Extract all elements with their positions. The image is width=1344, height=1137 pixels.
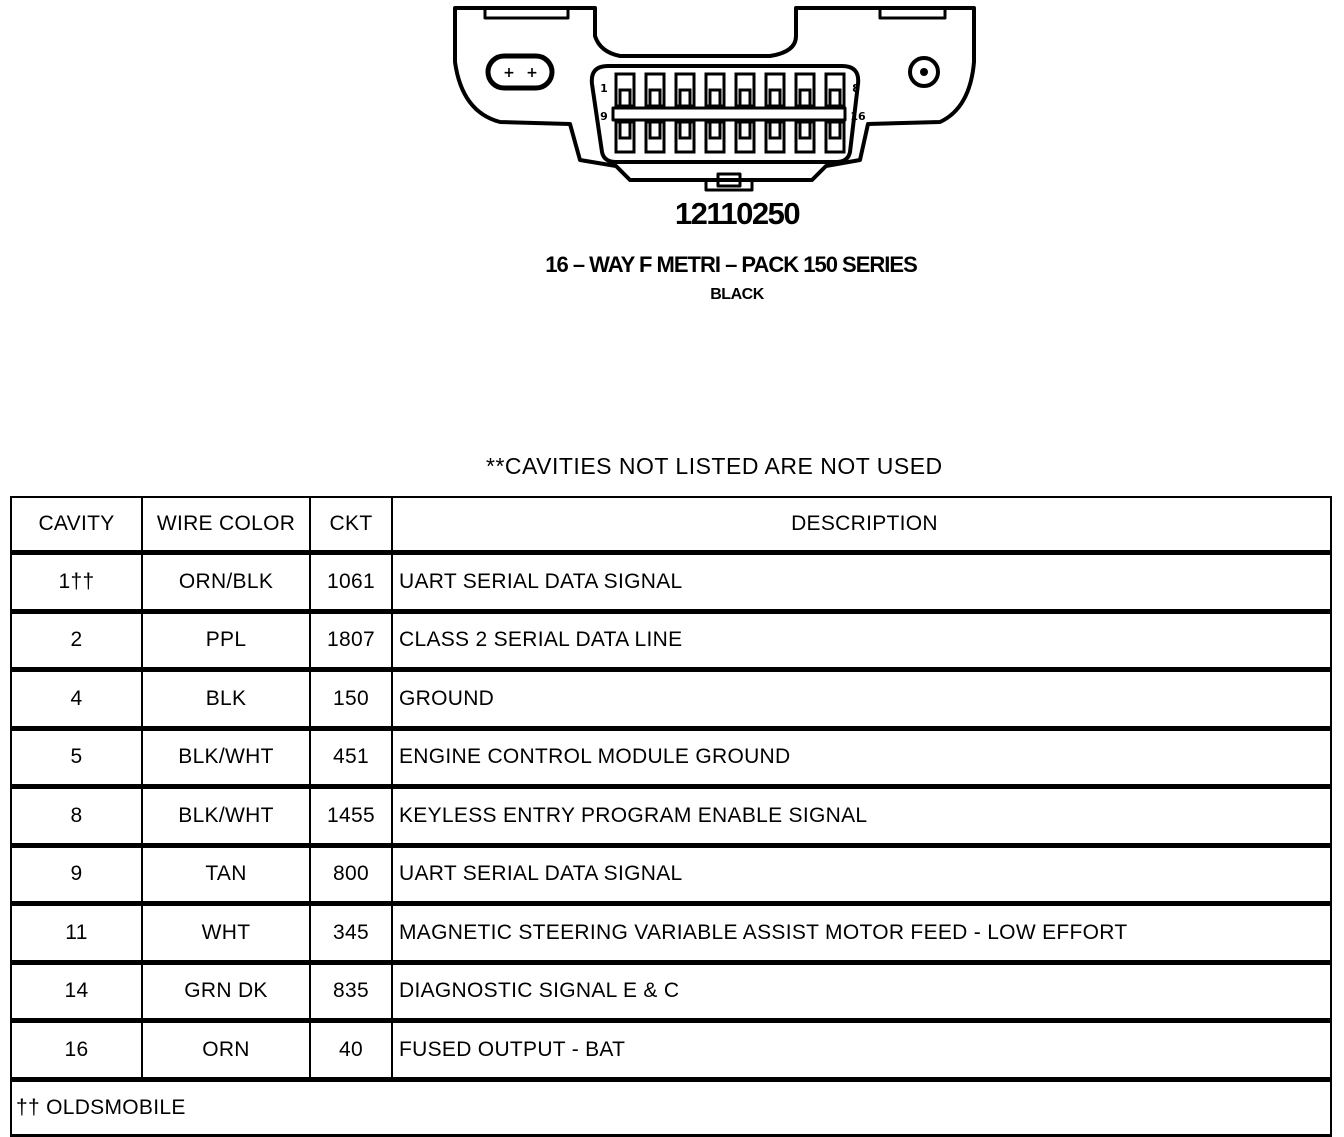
cell-ckt: 345 <box>310 904 392 963</box>
obd-connector-diagram <box>440 0 980 195</box>
cell-wire-color: BLK <box>142 670 310 729</box>
pin-terminal-12 <box>710 122 720 138</box>
table-footnote-row <box>11 1079 1331 1135</box>
pin-label-8: 8 <box>852 82 860 95</box>
cell-wire-color: WHT <box>142 904 310 963</box>
cell-cavity: 2 <box>11 611 142 670</box>
svg-text:+: + <box>526 65 538 81</box>
pin-terminal-15 <box>800 122 810 138</box>
pin-terminal-8 <box>830 90 840 106</box>
table-row <box>11 787 1331 846</box>
pin-terminal-7 <box>800 90 810 106</box>
pin-terminal-5 <box>740 90 750 106</box>
pin-terminal-13 <box>740 122 750 138</box>
header-wire-color: WIRE COLOR <box>142 497 310 553</box>
cell-cavity: 5 <box>11 728 142 787</box>
header-cavity: CAVITY <box>11 497 142 553</box>
pin-terminal-10 <box>650 122 660 138</box>
cell-cavity: 8 <box>11 787 142 846</box>
cell-ckt: 40 <box>310 1021 392 1080</box>
table-row <box>11 962 1331 1021</box>
pin-terminal-3 <box>680 90 690 106</box>
cell-cavity: 4 <box>11 670 142 729</box>
table-row <box>11 728 1331 787</box>
cell-description: UART SERIAL DATA SIGNAL <box>392 553 1331 612</box>
pin-label-1: 1 <box>600 82 608 95</box>
cavities-note: **CAVITIES NOT LISTED ARE NOT USED <box>486 453 943 479</box>
pin-terminal-14 <box>770 122 780 138</box>
top-pin-row <box>616 74 844 106</box>
pin-label-9: 9 <box>600 110 608 123</box>
cell-wire-color: GRN DK <box>142 962 310 1021</box>
connector-housing-outline <box>455 8 974 180</box>
cell-cavity: 1†† <box>11 553 142 612</box>
cell-description: ENGINE CONTROL MODULE GROUND <box>392 728 1331 787</box>
cell-cavity: 16 <box>11 1021 142 1080</box>
cell-cavity: 9 <box>11 845 142 904</box>
pin-terminal-16 <box>830 122 840 138</box>
table-row <box>11 670 1331 729</box>
footnote: †† OLDSMOBILE <box>11 1079 1331 1135</box>
table-header-row <box>11 497 1331 553</box>
cell-ckt: 1455 <box>310 787 392 846</box>
pin-terminal-4 <box>710 90 720 106</box>
table-row <box>11 845 1331 904</box>
cell-ckt: 451 <box>310 728 392 787</box>
cell-wire-color: ORN/BLK <box>142 553 310 612</box>
left-mounting-slot <box>488 56 552 88</box>
bottom-pin-row <box>616 122 844 152</box>
pin-label-16: 16 <box>850 110 866 123</box>
part-number: 12110250 <box>674 196 800 231</box>
cell-ckt: 800 <box>310 845 392 904</box>
svg-text:+: + <box>503 65 515 81</box>
header-ckt: CKT <box>310 497 392 553</box>
cell-description: GROUND <box>392 670 1331 729</box>
cell-cavity: 14 <box>11 962 142 1021</box>
cell-description: CLASS 2 SERIAL DATA LINE <box>392 611 1331 670</box>
cell-description: FUSED OUTPUT - BAT <box>392 1021 1331 1080</box>
cell-cavity: 11 <box>11 904 142 963</box>
table-row <box>11 904 1331 963</box>
cell-description: DIAGNOSTIC SIGNAL E & C <box>392 962 1331 1021</box>
cell-description: UART SERIAL DATA SIGNAL <box>392 845 1331 904</box>
cell-ckt: 835 <box>310 962 392 1021</box>
table-row <box>11 1021 1331 1080</box>
cell-ckt: 1061 <box>310 553 392 612</box>
cell-description: MAGNETIC STEERING VARIABLE ASSIST MOTOR FEED - LOW EFFORT <box>392 904 1331 963</box>
header-description: DESCRIPTION <box>392 497 1331 553</box>
table-row <box>11 611 1331 670</box>
cell-ckt: 1807 <box>310 611 392 670</box>
cell-description: KEYLESS ENTRY PROGRAM ENABLE SIGNAL <box>392 787 1331 846</box>
pin-terminal-1 <box>620 90 630 106</box>
pin-terminal-9 <box>620 122 630 138</box>
cell-ckt: 150 <box>310 670 392 729</box>
connector-description: 16 – WAY F METRI – PACK 150 SERIES <box>545 252 917 277</box>
connector-color: BLACK <box>710 286 764 303</box>
cell-wire-color: BLK/WHT <box>142 728 310 787</box>
pinout-table <box>10 496 1332 1137</box>
table-row <box>11 553 1331 612</box>
right-mounting-hole <box>910 58 938 86</box>
cell-wire-color: BLK/WHT <box>142 787 310 846</box>
cell-wire-color: PPL <box>142 611 310 670</box>
cell-wire-color: TAN <box>142 845 310 904</box>
pin-terminal-6 <box>770 90 780 106</box>
pin-terminal-2 <box>650 90 660 106</box>
cell-wire-color: ORN <box>142 1021 310 1080</box>
pin-terminal-11 <box>680 122 690 138</box>
